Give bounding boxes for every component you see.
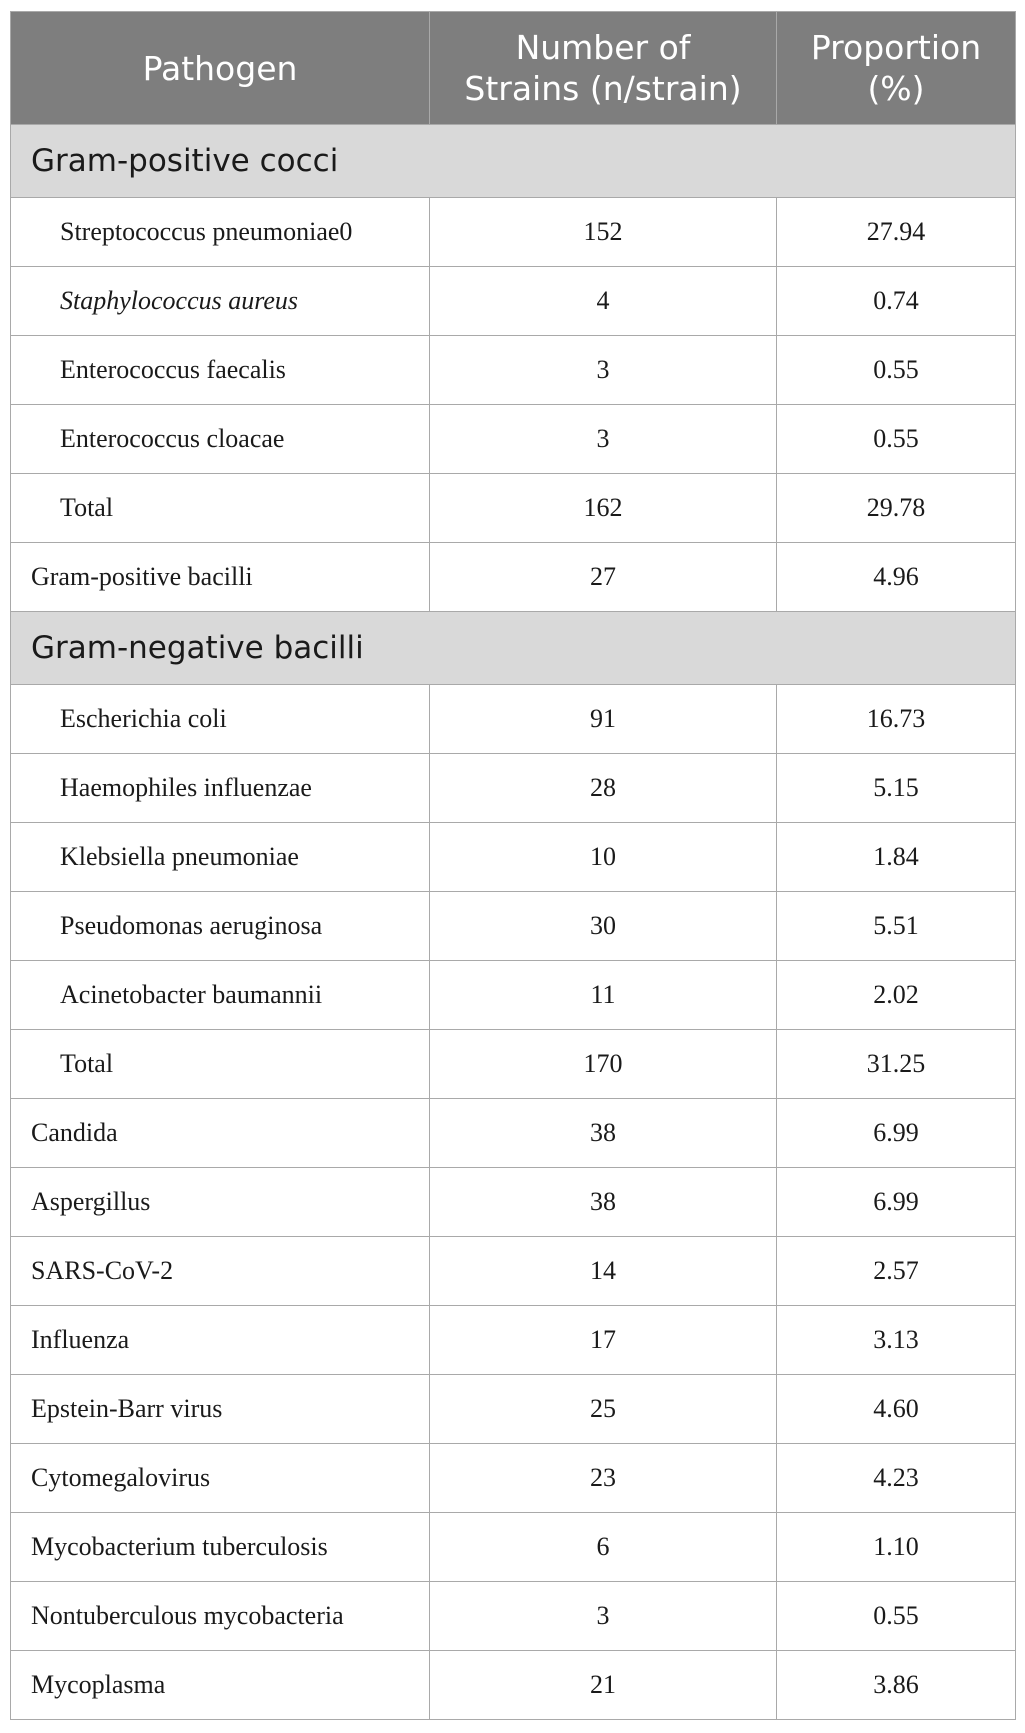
pathogen-cell: Nontuberculous mycobacteria — [11, 1582, 430, 1651]
header-row — [11, 12, 1016, 125]
proportion-cell: 4.60 — [777, 1375, 1016, 1444]
strain-count-cell: 14 — [430, 1237, 777, 1306]
table-row — [11, 267, 1016, 336]
proportion-cell: 3.13 — [777, 1306, 1016, 1375]
strain-count-cell: 91 — [430, 685, 777, 754]
table-row — [11, 1582, 1016, 1651]
proportion-cell: 4.96 — [777, 543, 1016, 612]
strain-count-cell: 30 — [430, 892, 777, 961]
group-header-label: Gram-negative bacilli — [11, 612, 1016, 685]
strain-count-cell: 27 — [430, 543, 777, 612]
proportion-cell: 27.94 — [777, 198, 1016, 267]
pathogen-cell: Enterococcus cloacae — [11, 405, 430, 474]
group-header-row — [11, 612, 1016, 685]
strain-count-cell: 21 — [430, 1651, 777, 1720]
table-row — [11, 892, 1016, 961]
proportion-cell: 31.25 — [777, 1030, 1016, 1099]
strain-count-cell: 38 — [430, 1099, 777, 1168]
table-row — [11, 754, 1016, 823]
strain-count-cell: 170 — [430, 1030, 777, 1099]
strain-count-cell: 23 — [430, 1444, 777, 1513]
header-proportion-line2: (%) — [867, 69, 925, 108]
table-row — [11, 474, 1016, 543]
pathogen-cell: Aspergillus — [11, 1168, 430, 1237]
strain-count-cell: 152 — [430, 198, 777, 267]
proportion-cell: 3.86 — [777, 1651, 1016, 1720]
pathogen-cell: Candida — [11, 1099, 430, 1168]
pathogen-cell: Cytomegalovirus — [11, 1444, 430, 1513]
header-strains-line1: Number of — [515, 28, 691, 67]
proportion-cell: 1.10 — [777, 1513, 1016, 1582]
strain-count-cell: 17 — [430, 1306, 777, 1375]
table-row — [11, 1651, 1016, 1720]
strain-count-cell: 38 — [430, 1168, 777, 1237]
header-pathogen — [11, 12, 430, 125]
table-row — [11, 1513, 1016, 1582]
table-row — [11, 823, 1016, 892]
pathogen-table — [10, 11, 1016, 1720]
pathogen-cell: SARS-CoV-2 — [11, 1237, 430, 1306]
header-strains-line2: Strains (n/strain) — [464, 69, 742, 108]
pathogen-cell: Mycoplasma — [11, 1651, 430, 1720]
strain-count-cell: 3 — [430, 1582, 777, 1651]
pathogen-cell: Staphylococcus aureus — [11, 267, 430, 336]
strain-count-cell: 3 — [430, 405, 777, 474]
strain-count-cell: 162 — [430, 474, 777, 543]
header-proportion-line1: Proportion — [810, 28, 982, 67]
strain-count-cell: 4 — [430, 267, 777, 336]
proportion-cell: 0.55 — [777, 1582, 1016, 1651]
proportion-cell: 0.74 — [777, 267, 1016, 336]
table-row — [11, 1168, 1016, 1237]
strain-count-cell: 25 — [430, 1375, 777, 1444]
pathogen-cell: Acinetobacter baumannii — [11, 961, 430, 1030]
proportion-cell: 0.55 — [777, 405, 1016, 474]
header-pathogen-label: Pathogen — [142, 48, 298, 88]
strain-count-cell: 11 — [430, 961, 777, 1030]
table-body — [11, 125, 1016, 1720]
pathogen-cell: Enterococcus faecalis — [11, 336, 430, 405]
proportion-cell: 4.23 — [777, 1444, 1016, 1513]
header-number-of-strains — [430, 12, 777, 125]
table-row — [11, 543, 1016, 612]
table-row — [11, 685, 1016, 754]
proportion-cell: 5.51 — [777, 892, 1016, 961]
group-header-label: Gram-positive cocci — [11, 125, 1016, 198]
proportion-cell: 29.78 — [777, 474, 1016, 543]
table-row — [11, 198, 1016, 267]
pathogen-cell: Mycobacterium tuberculosis — [11, 1513, 430, 1582]
pathogen-cell: Klebsiella pneumoniae — [11, 823, 430, 892]
pathogen-cell: Total — [11, 474, 430, 543]
header-proportion — [777, 12, 1016, 125]
pathogen-cell: Gram-positive bacilli — [11, 543, 430, 612]
table-row — [11, 336, 1016, 405]
strain-count-cell: 10 — [430, 823, 777, 892]
pathogen-cell: Haemophiles influenzae — [11, 754, 430, 823]
table-row — [11, 961, 1016, 1030]
pathogen-cell: Epstein-Barr virus — [11, 1375, 430, 1444]
group-header-row — [11, 125, 1016, 198]
table-row — [11, 1099, 1016, 1168]
proportion-cell: 0.55 — [777, 336, 1016, 405]
table-row — [11, 1444, 1016, 1513]
proportion-cell: 6.99 — [777, 1099, 1016, 1168]
pathogen-cell: Escherichia coli — [11, 685, 430, 754]
proportion-cell: 1.84 — [777, 823, 1016, 892]
table-row — [11, 1306, 1016, 1375]
table-row — [11, 1375, 1016, 1444]
proportion-cell: 2.57 — [777, 1237, 1016, 1306]
pathogen-cell: Influenza — [11, 1306, 430, 1375]
table-row — [11, 1237, 1016, 1306]
table-row — [11, 1030, 1016, 1099]
pathogen-cell: Total — [11, 1030, 430, 1099]
table-row — [11, 405, 1016, 474]
proportion-cell: 2.02 — [777, 961, 1016, 1030]
proportion-cell: 6.99 — [777, 1168, 1016, 1237]
pathogen-cell: Pseudomonas aeruginosa — [11, 892, 430, 961]
pathogen-cell: Streptococcus pneumoniae0 — [11, 198, 430, 267]
strain-count-cell: 6 — [430, 1513, 777, 1582]
proportion-cell: 5.15 — [777, 754, 1016, 823]
proportion-cell: 16.73 — [777, 685, 1016, 754]
strain-count-cell: 28 — [430, 754, 777, 823]
strain-count-cell: 3 — [430, 336, 777, 405]
